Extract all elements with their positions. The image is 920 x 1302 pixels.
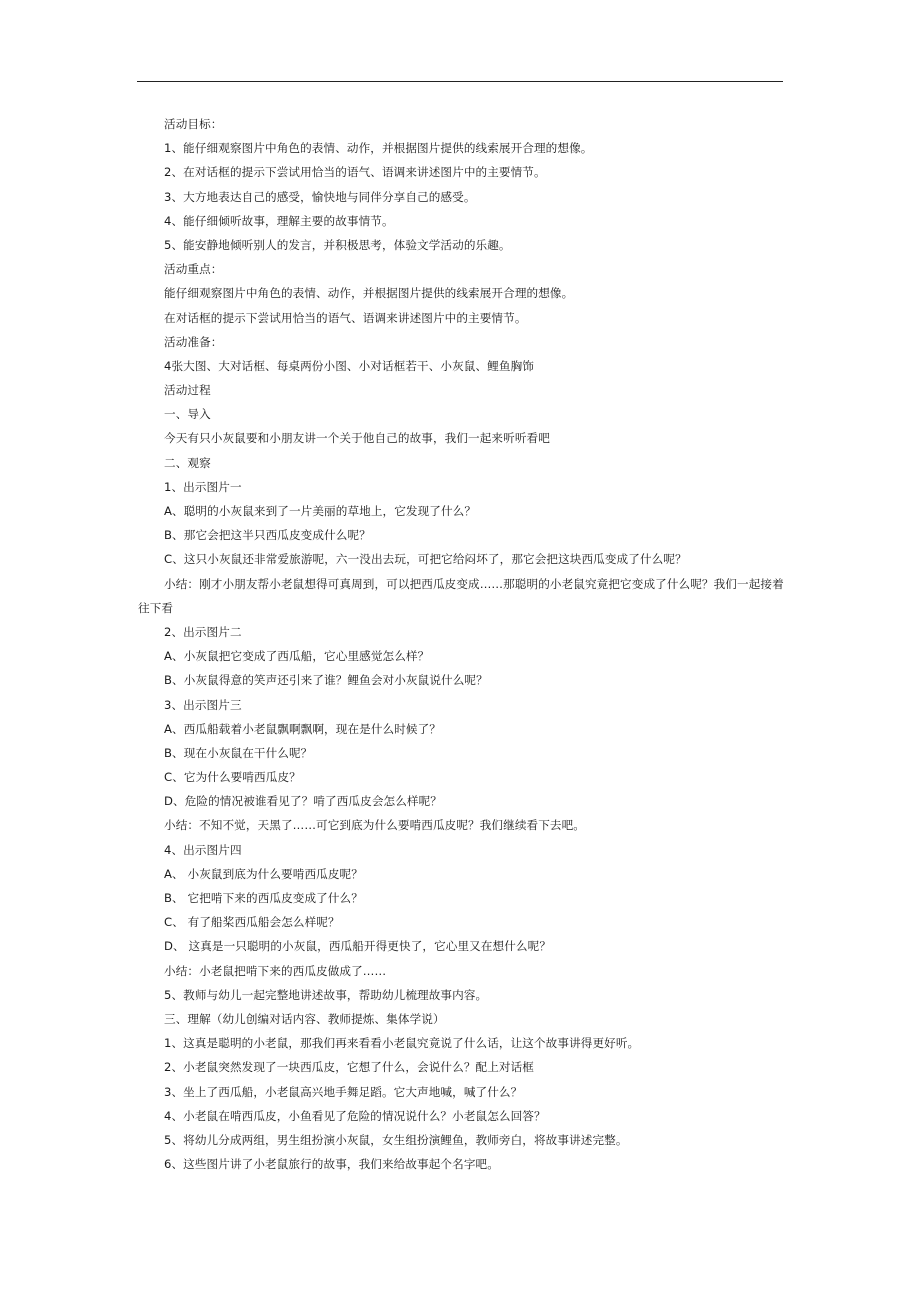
section-intro: 一、导入 [164,407,211,422]
understand-item-3: 3、坐上了西瓜船，小老鼠高兴地手舞足蹈。它大声地喊，喊了什么？ [164,1084,523,1099]
heading-preparation: 活动准备： [164,334,223,349]
picture-1-heading: 1、出示图片一 [164,479,242,494]
picture-2-question-b: B、小灰鼠得意的笑声还引来了谁？鲤鱼会对小灰鼠说什么呢？ [164,673,488,688]
understand-item-2: 2、小老鼠突然发现了一块西瓜皮，它想了什么，会说什么？配上对话框 [164,1060,534,1075]
picture-3-summary: 小结：不知不觉，天黑了……可它到底为什么要啃西瓜皮呢？我们继续看下去吧。 [164,818,585,833]
objective-1: 1、能仔细观察图片中角色的表情、动作，并根据图片提供的线索展开合理的想像。 [164,141,593,156]
picture-2-question-a: A、小灰鼠把它变成了西瓜船，它心里感觉怎么样？ [164,649,430,664]
picture-1-question-a: A、聪明的小灰鼠来到了一片美丽的草地上，它发现了什么？ [164,504,477,518]
intro-text: 今天有只小灰鼠要和小朋友讲一个关于他自己的故事，我们一起来听听看吧 [164,431,550,446]
picture-3-question-d: D、危险的情况被谁看见了？啃了西瓜皮会怎么样呢？ [164,794,442,809]
document-body [138,112,786,1176]
objective-3: 3、大方地表达自己的感受，愉快地与同伴分享自己的感受。 [164,189,476,204]
picture-1-question-c: C、这只小灰鼠还非常爱旅游呢，六一没出去玩，可把它给闷坏了，那它会把这块西瓜变成了什么呢？ [164,552,687,567]
picture-4-heading: 4、出示图片四 [164,842,242,857]
header-rule [137,81,783,82]
understand-item-5: 5、将幼儿分成两组，男生组扮演小灰鼠，女生组扮演鲤鱼，教师旁白，将故事讲述完整。 [164,1132,628,1147]
objective-2: 2、在对话框的提示下尝试用恰当的语气、语调来讲述图片中的主要情节。 [164,165,546,180]
heading-key-points: 活动重点： [164,262,223,277]
objective-5: 5、能安静地倾听别人的发言，并积极思考，体验文学活动的乐趣。 [164,237,511,252]
section-understand: 三、理解（幼儿创编对话内容、教师提炼、集体学说） [164,1011,445,1026]
understand-item-4: 4、小老鼠在啃西瓜皮，小鱼看见了危险的情况说什么？小老鼠怎么回答？ [164,1108,546,1123]
preparation-text: 4张大图、大对话框、每桌两份小图、小对话框若干、小灰鼠、鲤鱼胸饰 [164,358,534,373]
picture-3-question-c: C、它为什么要啃西瓜皮？ [164,770,301,785]
key-point-2: 在对话框的提示下尝试用恰当的语气、语调来讲述图片中的主要情节。 [164,310,527,325]
picture-3-question-a: A、西瓜船载着小老鼠飘啊飘啊，现在是什么时候了？ [164,721,441,736]
picture-2-heading: 2、出示图片二 [164,624,242,639]
picture-4-summary: 小结：小老鼠把啃下来的西瓜皮做成了…… [164,963,387,978]
understand-item-6: 6、这些图片讲了小老鼠旅行的故事，我们来给故事起个名字吧。 [164,1157,499,1172]
picture-4-question-c: C、 有了船桨西瓜船会怎么样呢？ [164,915,340,930]
retell-step: 5、教师与幼儿一起完整地讲述故事，帮助幼儿梳理故事内容。 [164,987,488,1002]
key-point-1: 能仔细观察图片中角色的表情、动作，并根据图片提供的线索展开合理的想像。 [164,286,574,301]
picture-3-heading: 3、出示图片三 [164,697,242,712]
heading-objectives: 活动目标： [164,117,223,131]
picture-4-question-a: A、 小灰鼠到底为什么要啃西瓜皮呢？ [164,866,363,881]
picture-4-question-d: D、 这真是一只聪明的小灰鼠，西瓜船开得更快了，它心里又在想什么呢？ [164,939,552,954]
picture-1-question-b: B、那它会把这半只西瓜皮变成什么呢？ [164,528,371,543]
understand-item-1: 1、这真是聪明的小老鼠，那我们再来看看小老鼠究竟说了什么话，让这个故事讲得更好听。 [164,1036,640,1051]
heading-process: 活动过程 [164,383,211,398]
picture-1-summary: 小结：刚才小朋友帮小老鼠想得可真周到，可以把西瓜皮变成……那聪明的小老鼠究竟把它变成了什么呢？我们一起接着往下看 [138,576,784,615]
picture-4-question-b: B、 它把啃下来的西瓜皮变成了什么？ [164,891,363,906]
picture-3-question-b: B、现在小灰鼠在干什么呢？ [164,745,313,760]
section-observe: 二、观察 [164,455,211,470]
objective-4: 4、能仔细倾听故事，理解主要的故事情节。 [164,213,394,228]
